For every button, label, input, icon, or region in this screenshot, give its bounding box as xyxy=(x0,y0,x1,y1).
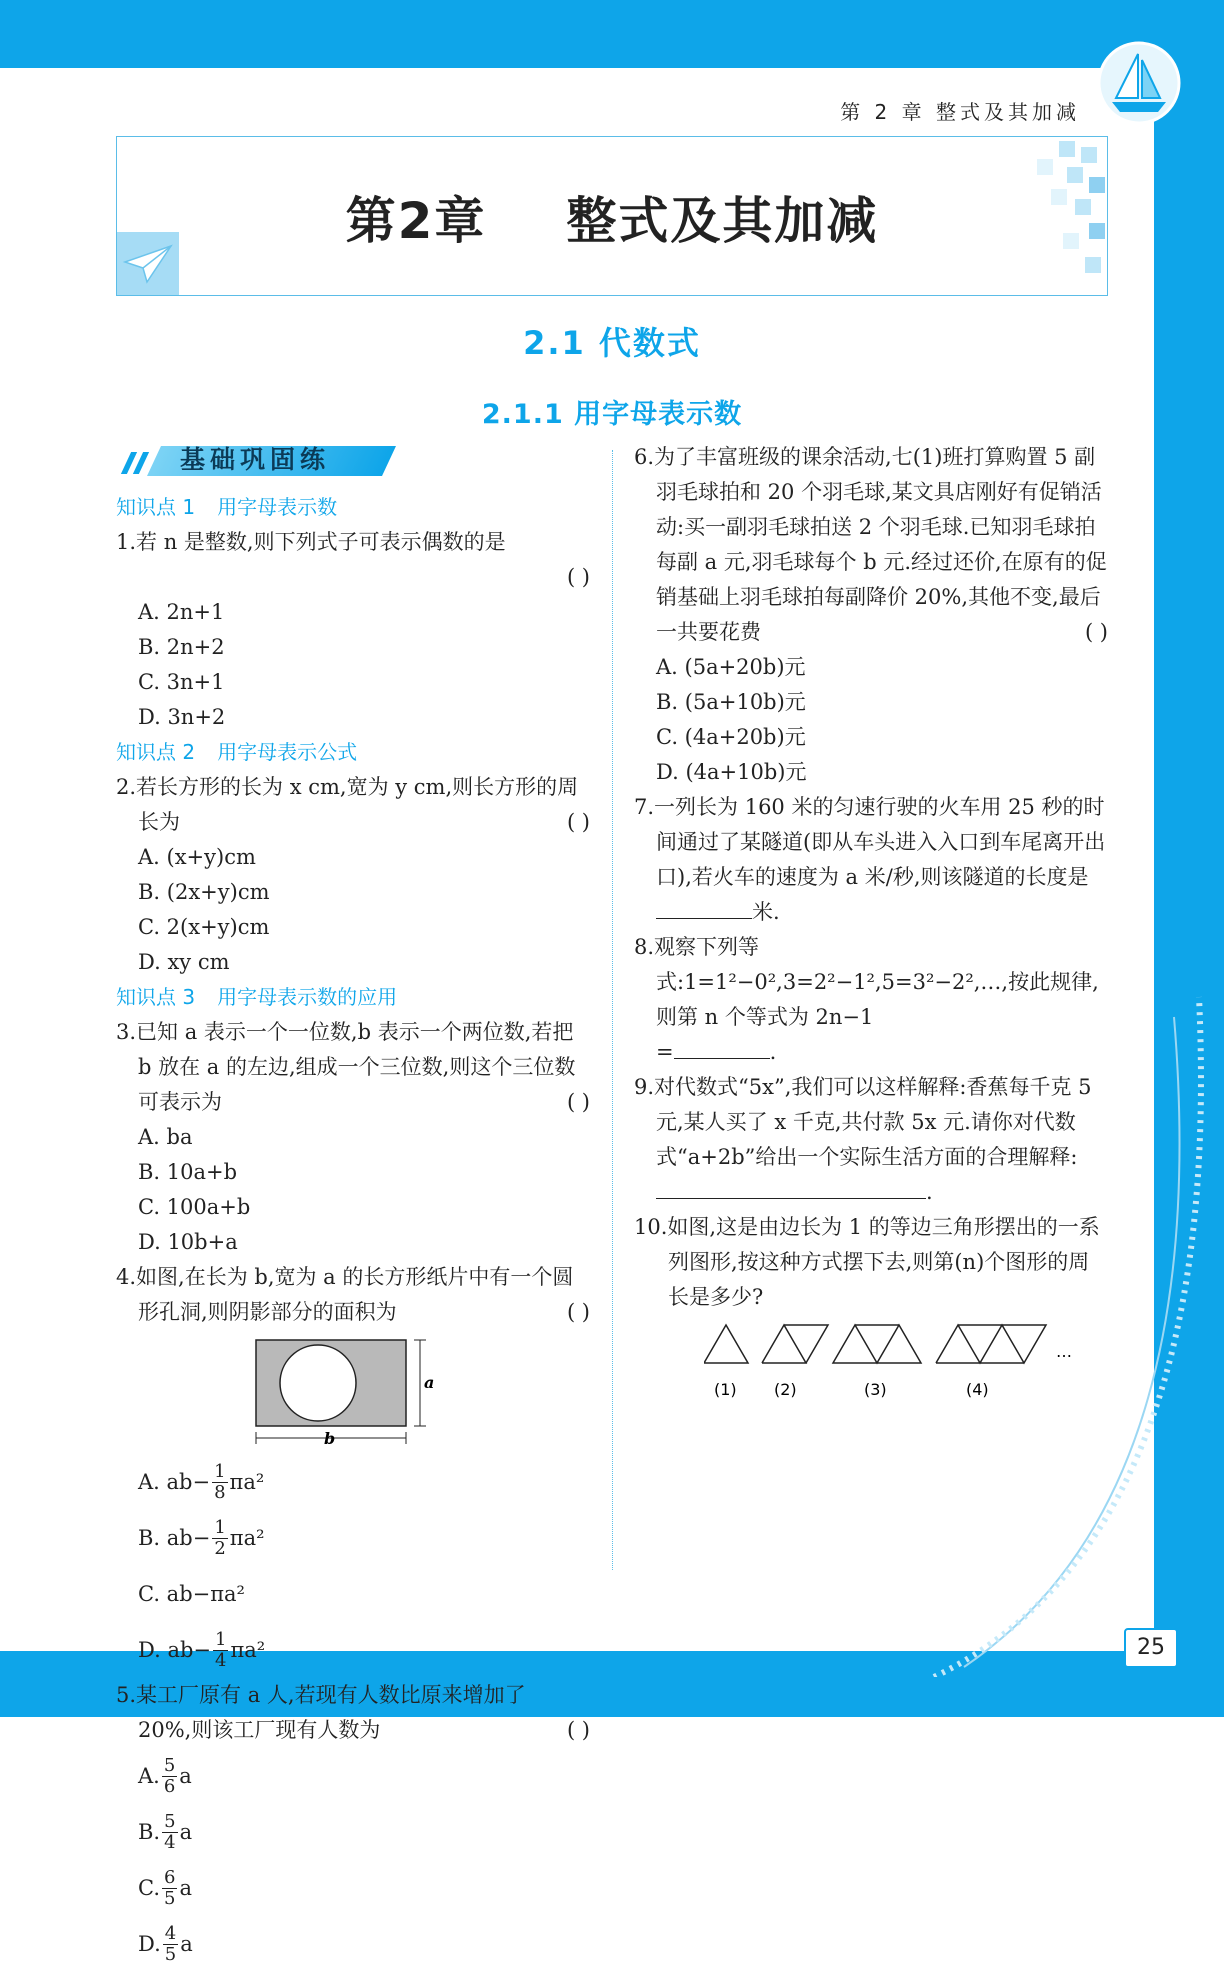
figure-label-b: b xyxy=(324,1429,336,1448)
option xyxy=(138,1860,378,1916)
answer-parens: ( ) xyxy=(1084,620,1108,644)
q1-options xyxy=(116,595,590,735)
fraction xyxy=(162,1868,177,1909)
practice-banner xyxy=(124,440,590,490)
kp-label: 知识点 3 xyxy=(116,985,196,1009)
question-7-text: 7.一列长为 160 米的匀速行驶的火车用 25 秒的时间通过了某隧道(即从车头进入入口到车尾离开出口),若火车的速度为 a 米/秒,则该隧道的长度是 xyxy=(634,795,1106,889)
answer-parens: ( ) xyxy=(566,810,590,834)
running-head: 第 2 章 整式及其加减 xyxy=(840,100,1080,124)
numerator: 1 xyxy=(215,1628,227,1650)
denominator: 4 xyxy=(164,1831,176,1853)
option: D. 3n+2 xyxy=(138,705,226,729)
numerator: 1 xyxy=(214,1460,226,1482)
option xyxy=(138,1566,378,1622)
opt-prefix: B. xyxy=(138,1819,161,1844)
paper-plane-icon xyxy=(117,232,179,295)
answer-blank[interactable] xyxy=(674,1058,770,1059)
option: C. (4a+20b)元 xyxy=(656,725,806,749)
question-6: 6.为了丰富班级的课余活动,七(1)班打算购置 5 副羽毛球拍和 20 个羽毛球,某文具店刚好有促销活动:买一副羽毛球拍送 2 个羽毛球.已知羽毛球拍每副 a 元,羽毛球每个 b 元.经过还价,在原有的促销基础上羽毛球拍每副降价 20%,其他不变,最后一共要花费 xyxy=(634,445,1107,644)
answer-parens: ( ) xyxy=(566,1300,590,1324)
kp-title: 用字母表示公式 xyxy=(217,740,358,764)
question-8-end: . xyxy=(769,1040,777,1064)
option: B. 2n+2 xyxy=(138,635,225,659)
question-5-text: 5.某工厂原有 a 人,若现有人数比原来增加了 20%,则该工厂现有人数为 xyxy=(116,1683,526,1742)
fraction xyxy=(213,1630,228,1671)
q5-options xyxy=(116,1748,590,1972)
denominator: 5 xyxy=(164,1887,176,1909)
option: C. 2(x+y)cm xyxy=(138,915,270,939)
opt-prefix: B. ab− xyxy=(138,1525,211,1550)
fraction xyxy=(212,1518,227,1559)
question-4 xyxy=(116,1260,590,1330)
option xyxy=(138,1622,378,1678)
left-column xyxy=(116,440,590,1972)
figure-label: (1) xyxy=(714,1380,737,1399)
opt-suffix: a xyxy=(179,1763,192,1788)
opt-suffix: a xyxy=(179,1875,192,1900)
rectangle-hole-figure xyxy=(246,1336,446,1448)
figure-label: (3) xyxy=(864,1380,887,1399)
question-2 xyxy=(116,770,590,840)
option: D. xy cm xyxy=(138,950,230,974)
question-3-text: 3.已知 a 表示一个一位数,b 表示一个两位数,若把 b 放在 a 的左边,组成一个三位数,则这个三位数可表示为 xyxy=(116,1020,576,1114)
banner-text: 基础巩固练 xyxy=(180,445,331,474)
top-color-band xyxy=(0,0,1224,68)
option: B. (2x+y)cm xyxy=(138,880,270,904)
option: C. 3n+1 xyxy=(138,670,225,694)
question-9-text: 9.对代数式“5x”,我们可以这样解释:香蕉每千克 5 元,某人买了 x 千克,共付款 5x 元.请你对代数式“a+2b”给出一个实际生活方面的合理解释: xyxy=(634,1075,1092,1169)
answer-parens: ( ) xyxy=(566,1718,590,1742)
q6-options xyxy=(634,650,1108,790)
option: D. (4a+10b)元 xyxy=(656,760,807,784)
question-9-end: . xyxy=(926,1180,933,1204)
chapter-title xyxy=(117,181,1107,253)
column-divider xyxy=(612,450,613,1570)
kp-label: 知识点 1 xyxy=(116,495,196,519)
kp-title: 用字母表示数的应用 xyxy=(217,985,398,1009)
question-3 xyxy=(116,1015,590,1120)
option: D. 10b+a xyxy=(138,1230,238,1254)
answer-blank[interactable] xyxy=(656,918,752,919)
question-5 xyxy=(116,1678,590,1748)
right-column xyxy=(634,440,1108,1411)
fraction xyxy=(212,1462,227,1503)
opt-prefix: D. xyxy=(138,1931,161,1956)
opt-suffix: a xyxy=(180,1931,193,1956)
option: A. (5a+20b)元 xyxy=(656,655,806,679)
denominator: 5 xyxy=(164,1943,177,1965)
chapter-name: 整式及其加减 xyxy=(566,192,879,250)
question-7 xyxy=(634,790,1108,930)
question-9 xyxy=(634,1070,1108,1210)
page-number: 25 xyxy=(1124,1628,1178,1668)
option xyxy=(138,1510,378,1566)
knowledge-point-3 xyxy=(116,980,590,1015)
fraction xyxy=(162,1756,177,1797)
opt-suffix: πa² xyxy=(229,1469,265,1494)
opt-suffix: πa² xyxy=(230,1637,266,1662)
denominator: 4 xyxy=(215,1649,227,1671)
question-8-text: 8.观察下列等式:1=1²−0²,3=2²−1²,5=3²−2²,…,按此规律,则第 n 个等式为 2n−1 xyxy=(634,935,1099,1029)
opt-prefix: C. xyxy=(138,1875,160,1900)
opt-suffix: a xyxy=(179,1819,193,1844)
numerator: 6 xyxy=(164,1866,176,1888)
option xyxy=(138,1454,378,1510)
option xyxy=(138,1748,378,1804)
numerator: 5 xyxy=(163,1754,176,1776)
fraction xyxy=(163,1924,178,1965)
subsection-title: 2.1.1 用字母表示数 xyxy=(481,399,743,430)
question-2-text: 2.若长方形的长为 x cm,宽为 y cm,则长方形的周长为 xyxy=(116,775,579,834)
q2-options xyxy=(116,840,590,980)
kp-title: 用字母表示数 xyxy=(217,495,338,519)
paper-plane-tile xyxy=(117,232,179,295)
opt-suffix: πa² xyxy=(229,1525,265,1550)
fraction xyxy=(162,1812,177,1853)
denominator: 2 xyxy=(214,1537,226,1559)
ellipsis: … xyxy=(1056,1342,1072,1361)
question-8-equals: = xyxy=(656,1040,674,1064)
option: C. 100a+b xyxy=(138,1195,251,1219)
triangle-sequence-figure xyxy=(704,1321,1084,1411)
knowledge-point-1 xyxy=(116,490,590,525)
figure-label: (2) xyxy=(774,1380,797,1399)
figure-label: (4) xyxy=(966,1380,989,1399)
chapter-number: 第2章 xyxy=(345,192,487,250)
opt-prefix: A. xyxy=(138,1763,160,1788)
option: B. (5a+10b)元 xyxy=(656,690,806,714)
figure-label-a: a xyxy=(424,1373,435,1392)
option xyxy=(138,1916,378,1972)
option: A. (x+y)cm xyxy=(138,845,256,869)
denominator: 8 xyxy=(214,1481,226,1503)
opt-prefix: C. ab−πa² xyxy=(138,1581,245,1606)
answer-parens: ( ) xyxy=(566,1090,590,1114)
kp-label: 知识点 2 xyxy=(116,740,196,764)
question-1: 1.若 n 是整数,则下列式子可表示偶数的是 xyxy=(116,530,506,554)
denominator: 6 xyxy=(163,1775,176,1797)
numerator: 1 xyxy=(214,1516,226,1538)
answer-parens: ( ) xyxy=(566,565,590,589)
chapter-header-box xyxy=(116,136,1108,296)
option xyxy=(138,1804,378,1860)
question-10: 10.如图,这是由边长为 1 的等边三角形摆出的一系列图形,按这种方式摆下去,则第(n)个图形的周长是多少? xyxy=(634,1215,1100,1309)
q3-options xyxy=(116,1120,590,1260)
question-4-text: 4.如图,在长为 b,宽为 a 的长方形纸片中有一个圆形孔洞,则阴影部分的面积为 xyxy=(116,1265,574,1324)
option: B. 10a+b xyxy=(138,1160,238,1184)
opt-prefix: A. ab− xyxy=(138,1469,211,1494)
option: A. ba xyxy=(138,1125,193,1149)
section-title: 2.1 代数式 xyxy=(523,324,701,362)
knowledge-point-2 xyxy=(116,735,590,770)
question-8 xyxy=(634,930,1108,1070)
numerator: 4 xyxy=(164,1922,177,1944)
q4-options xyxy=(116,1454,590,1678)
answer-blank[interactable] xyxy=(656,1198,926,1199)
option: A. 2n+1 xyxy=(138,600,225,624)
numerator: 5 xyxy=(164,1810,176,1832)
question-7-unit: 米. xyxy=(752,900,780,924)
opt-prefix: D. ab− xyxy=(138,1637,211,1662)
sailboat-logo xyxy=(1096,40,1182,126)
